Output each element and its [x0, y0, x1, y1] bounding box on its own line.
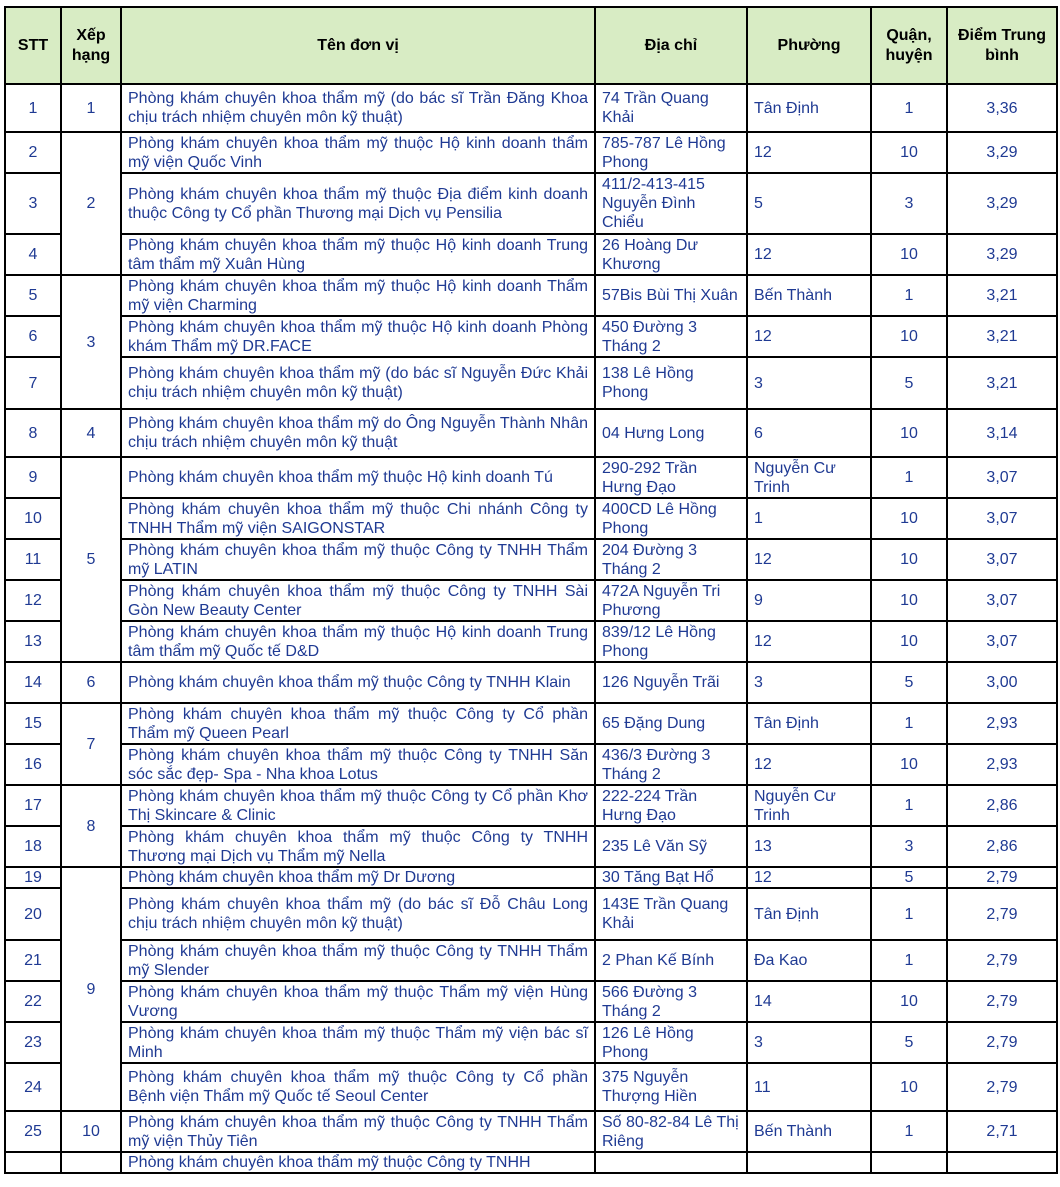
cell-rank: [61, 1152, 121, 1173]
cell-name: Phòng khám chuyên khoa thẩm mỹ thuộc Hộ kinh doanh Phòng khám Thẩm mỹ DR.FACE: [121, 316, 595, 357]
cell-address: 436/3 Đường 3 Tháng 2: [595, 744, 747, 785]
cell-ward: 12: [747, 539, 871, 580]
table-row: [5, 744, 1057, 785]
cell-name: Phòng khám chuyên khoa thẩm mỹ (do bác sĩ Nguyễn Đức Khải chịu trách nhiệm chuyên môn kỹ thuật): [121, 357, 595, 409]
cell-district: 10: [871, 316, 947, 357]
cell-name: Phòng khám chuyên khoa thẩm mỹ thuộc Hộ kinh doanh Thẩm mỹ viện Charming: [121, 275, 595, 316]
cell-rank: 10: [61, 1111, 121, 1152]
table-row: [5, 621, 1057, 662]
header-score: Điểm Trung bình: [947, 7, 1057, 84]
cell-ward: 12: [747, 744, 871, 785]
cell-stt: 24: [5, 1063, 61, 1111]
cell-stt: 21: [5, 940, 61, 981]
cell-address: 290-292 Trần Hưng Đạo: [595, 457, 747, 498]
cell-stt: 8: [5, 409, 61, 457]
cell-name: Phòng khám chuyên khoa thẩm mỹ thuộc Hộ kinh doanh Trung tâm thẩm mỹ Xuân Hùng: [121, 234, 595, 275]
cell-stt: 23: [5, 1022, 61, 1063]
ranking-table: [4, 6, 1058, 1174]
cell-score: 3,29: [947, 173, 1057, 234]
cell-district: 1: [871, 84, 947, 132]
cell-address: 222-224 Trần Hưng Đạo: [595, 785, 747, 826]
table-row: [5, 409, 1057, 457]
cell-rank: 4: [61, 409, 121, 457]
cell-score: 3,36: [947, 84, 1057, 132]
cell-address: 375 Nguyễn Thượng Hiền: [595, 1063, 747, 1111]
cell-ward: Tân Định: [747, 84, 871, 132]
cell-name: Phòng khám chuyên khoa thẩm mỹ thuộc Thẩm mỹ viện bác sĩ Minh: [121, 1022, 595, 1063]
cell-address: 204 Đường 3 Tháng 2: [595, 539, 747, 580]
cell-ward: 5: [747, 173, 871, 234]
header-address: Địa chỉ: [595, 7, 747, 84]
cell-name: Phòng khám chuyên khoa thẩm mỹ thuộc Thẩm mỹ viện Hùng Vương: [121, 981, 595, 1022]
cell-address: 566 Đường 3 Tháng 2: [595, 981, 747, 1022]
cell-rank: 5: [61, 457, 121, 662]
cell-district: 1: [871, 888, 947, 940]
cell-stt: 14: [5, 662, 61, 703]
cell-district: 1: [871, 785, 947, 826]
cell-ward: Tân Định: [747, 703, 871, 744]
cell-rank: 1: [61, 84, 121, 132]
cell-address: Số 80-82-84 Lê Thị Riêng: [595, 1111, 747, 1152]
cell-district: 10: [871, 744, 947, 785]
header-name: Tên đơn vị: [121, 7, 595, 84]
cell-ward: 14: [747, 981, 871, 1022]
cell-stt: 3: [5, 173, 61, 234]
cell-score: 3,07: [947, 539, 1057, 580]
cell-rank: 6: [61, 662, 121, 703]
cell-ward: 3: [747, 357, 871, 409]
cell-name: Phòng khám chuyên khoa thẩm mỹ thuộc Hộ kinh doanh thẩm mỹ viện Quốc Vinh: [121, 132, 595, 173]
cell-district: [871, 1152, 947, 1173]
cell-district: 5: [871, 662, 947, 703]
cell-stt: 10: [5, 498, 61, 539]
cell-rank: 3: [61, 275, 121, 409]
cell-stt: 7: [5, 357, 61, 409]
table-row: [5, 826, 1057, 867]
cell-district: 1: [871, 703, 947, 744]
cell-district: 5: [871, 1022, 947, 1063]
cell-ward: 3: [747, 662, 871, 703]
cell-score: 3,00: [947, 662, 1057, 703]
cell-stt: 18: [5, 826, 61, 867]
table-row: [5, 785, 1057, 826]
cell-address: 411/2-413-415 Nguyễn Đình Chiểu: [595, 173, 747, 234]
cell-ward: Bến Thành: [747, 275, 871, 316]
cell-score: 2,79: [947, 981, 1057, 1022]
table-row: [5, 457, 1057, 498]
cell-name: Phòng khám chuyên khoa thẩm mỹ thuộc Hộ kinh doanh Trung tâm thẩm mỹ Quốc tế D&D: [121, 621, 595, 662]
cell-score: 3,21: [947, 357, 1057, 409]
table-row: [5, 1063, 1057, 1111]
cell-address: 839/12 Lê Hồng Phong: [595, 621, 747, 662]
cell-score: 2,79: [947, 1063, 1057, 1111]
cell-score: 3,07: [947, 621, 1057, 662]
cell-stt: 13: [5, 621, 61, 662]
cell-district: 10: [871, 621, 947, 662]
cell-district: 3: [871, 173, 947, 234]
cell-score: 2,86: [947, 826, 1057, 867]
header-district: Quận, huyện: [871, 7, 947, 84]
cell-stt: 22: [5, 981, 61, 1022]
cell-ward: 13: [747, 826, 871, 867]
table-row: [5, 316, 1057, 357]
cell-address: 400CD Lê Hồng Phong: [595, 498, 747, 539]
cell-ward: 12: [747, 316, 871, 357]
cell-address: 65 Đặng Dung: [595, 703, 747, 744]
cell-score: 3,14: [947, 409, 1057, 457]
cell-name: Phòng khám chuyên khoa thẩm mỹ thuộc Công ty TNHH Sài Gòn New Beauty Center: [121, 580, 595, 621]
cell-name: Phòng khám chuyên khoa thẩm mỹ thuộc Công ty TNHH Thẩm mỹ LATIN: [121, 539, 595, 580]
cell-address: 04 Hưng Long: [595, 409, 747, 457]
cell-stt: 2: [5, 132, 61, 173]
table-row: [5, 662, 1057, 703]
cell-score: 2,79: [947, 1022, 1057, 1063]
cell-stt: [5, 1152, 61, 1173]
cell-ward: 1: [747, 498, 871, 539]
cell-district: 10: [871, 234, 947, 275]
table-row: [5, 173, 1057, 234]
header-row: [5, 7, 1057, 84]
cell-score: 2,79: [947, 888, 1057, 940]
cell-ward: 12: [747, 621, 871, 662]
table-row: [5, 498, 1057, 539]
table-row: [5, 234, 1057, 275]
cell-name: Phòng khám chuyên khoa thẩm mỹ thuộc Chi nhánh Công ty TNHH Thẩm mỹ viện SAIGONSTAR: [121, 498, 595, 539]
cell-score: 2,79: [947, 940, 1057, 981]
cell-district: 10: [871, 409, 947, 457]
table-row: [5, 357, 1057, 409]
cell-ward: Nguyễn Cư Trinh: [747, 785, 871, 826]
cell-stt: 15: [5, 703, 61, 744]
table-row: [5, 867, 1057, 888]
cell-name: Phòng khám chuyên khoa thẩm mỹ (do bác sĩ Đỗ Châu Long chịu trách nhiệm chuyên môn kỹ thuật): [121, 888, 595, 940]
cell-stt: 1: [5, 84, 61, 132]
table-row: [5, 1152, 1057, 1173]
cell-name: Phòng khám chuyên khoa thẩm mỹ thuộc Công ty TNHH Thẩm mỹ Slender: [121, 940, 595, 981]
cell-stt: 6: [5, 316, 61, 357]
cell-district: 10: [871, 580, 947, 621]
table-row: [5, 940, 1057, 981]
cell-district: 10: [871, 498, 947, 539]
cell-name: Phòng khám chuyên khoa thẩm mỹ thuộc Địa điểm kinh doanh thuộc Công ty Cổ phần Thương mại Dịch vụ Pensilia: [121, 173, 595, 234]
cell-rank: 8: [61, 785, 121, 867]
cell-address: 74 Trần Quang Khải: [595, 84, 747, 132]
header-stt: STT: [5, 7, 61, 84]
cell-address: 126 Nguyễn Trãi: [595, 662, 747, 703]
cell-rank: 9: [61, 867, 121, 1111]
cell-score: 3,07: [947, 498, 1057, 539]
cell-stt: 12: [5, 580, 61, 621]
cell-ward: 12: [747, 867, 871, 888]
cell-stt: 25: [5, 1111, 61, 1152]
cell-district: 5: [871, 357, 947, 409]
cell-stt: 16: [5, 744, 61, 785]
cell-address: 126 Lê Hồng Phong: [595, 1022, 747, 1063]
cell-ward: 3: [747, 1022, 871, 1063]
cell-address: 2 Phan Kế Bính: [595, 940, 747, 981]
cell-score: [947, 1152, 1057, 1173]
cell-address: 143E Trần Quang Khải: [595, 888, 747, 940]
cell-name: Phòng khám chuyên khoa thẩm mỹ thuộc Công ty TNHH Săn sóc sắc đẹp- Spa - Nha khoa Lotus: [121, 744, 595, 785]
cell-district: 10: [871, 981, 947, 1022]
table-row: [5, 888, 1057, 940]
cell-district: 1: [871, 457, 947, 498]
table-row: [5, 1022, 1057, 1063]
cell-score: 3,21: [947, 275, 1057, 316]
cell-name: Phòng khám chuyên khoa thẩm mỹ thuộc Công ty Cổ phần Thẩm mỹ Queen Pearl: [121, 703, 595, 744]
cell-score: 2,71: [947, 1111, 1057, 1152]
cell-stt: 20: [5, 888, 61, 940]
cell-name: Phòng khám chuyên khoa thẩm mỹ thuộc Công ty TNHH Thương mại Dịch vụ Thẩm mỹ Nella: [121, 826, 595, 867]
cell-score: 2,93: [947, 744, 1057, 785]
cell-ward: 12: [747, 234, 871, 275]
cell-address: [595, 1152, 747, 1173]
cell-district: 3: [871, 826, 947, 867]
cell-name: Phòng khám chuyên khoa thẩm mỹ thuộc Hộ kinh doanh Tú: [121, 457, 595, 498]
cell-name: Phòng khám chuyên khoa thẩm mỹ do Ông Nguyễn Thành Nhân chịu trách nhiệm chuyên môn kỹ thuật: [121, 409, 595, 457]
cell-ward: [747, 1152, 871, 1173]
cell-name: Phòng khám chuyên khoa thẩm mỹ (do bác sĩ Trần Đăng Khoa chịu trách nhiệm chuyên môn kỹ thuật): [121, 84, 595, 132]
cell-stt: 5: [5, 275, 61, 316]
cell-address: 26 Hoàng Dư Khương: [595, 234, 747, 275]
table-row: [5, 580, 1057, 621]
cell-score: 2,93: [947, 703, 1057, 744]
cell-address: 785-787 Lê Hồng Phong: [595, 132, 747, 173]
cell-score: 3,29: [947, 234, 1057, 275]
cell-district: 1: [871, 940, 947, 981]
cell-name: Phòng khám chuyên khoa thẩm mỹ thuộc Công ty Cổ phần Khơ Thị Skincare & Clinic: [121, 785, 595, 826]
cell-stt: 11: [5, 539, 61, 580]
cell-ward: Tân Định: [747, 888, 871, 940]
cell-ward: 6: [747, 409, 871, 457]
cell-score: 3,29: [947, 132, 1057, 173]
cell-address: 57Bis Bùi Thị Xuân: [595, 275, 747, 316]
cell-ward: Nguyễn Cư Trinh: [747, 457, 871, 498]
table-row: [5, 1111, 1057, 1152]
cell-district: 10: [871, 132, 947, 173]
header-rank: Xếp hạng: [61, 7, 121, 84]
header-ward: Phường: [747, 7, 871, 84]
cell-address: 235 Lê Văn Sỹ: [595, 826, 747, 867]
cell-name: Phòng khám chuyên khoa thẩm mỹ thuộc Công ty TNHH Thẩm mỹ viện Thủy Tiên: [121, 1111, 595, 1152]
cell-ward: 11: [747, 1063, 871, 1111]
cell-ward: 12: [747, 132, 871, 173]
cell-stt: 9: [5, 457, 61, 498]
cell-stt: 4: [5, 234, 61, 275]
cell-score: 3,07: [947, 457, 1057, 498]
cell-address: 472A Nguyễn Tri Phương: [595, 580, 747, 621]
cell-name: Phòng khám chuyên khoa thẩm mỹ thuộc Công ty TNHH: [121, 1152, 595, 1173]
cell-ward: Bến Thành: [747, 1111, 871, 1152]
cell-ward: Đa Kao: [747, 940, 871, 981]
cell-district: 10: [871, 1063, 947, 1111]
table-row: [5, 703, 1057, 744]
cell-rank: 2: [61, 132, 121, 275]
cell-district: 10: [871, 539, 947, 580]
cell-stt: 19: [5, 867, 61, 888]
cell-score: 2,79: [947, 867, 1057, 888]
cell-name: Phòng khám chuyên khoa thẩm mỹ Dr Dương: [121, 867, 595, 888]
cell-address: 138 Lê Hồng Phong: [595, 357, 747, 409]
cell-score: 3,07: [947, 580, 1057, 621]
cell-district: 1: [871, 275, 947, 316]
table-row: [5, 539, 1057, 580]
table-row: [5, 84, 1057, 132]
table-row: [5, 275, 1057, 316]
cell-name: Phòng khám chuyên khoa thẩm mỹ thuộc Công ty Cổ phần Bệnh viện Thẩm mỹ Quốc tế Seoul Center: [121, 1063, 595, 1111]
cell-score: 2,86: [947, 785, 1057, 826]
cell-stt: 17: [5, 785, 61, 826]
cell-district: 1: [871, 1111, 947, 1152]
cell-name: Phòng khám chuyên khoa thẩm mỹ thuộc Công ty TNHH Klain: [121, 662, 595, 703]
cell-score: 3,21: [947, 316, 1057, 357]
cell-address: 450 Đường 3 Tháng 2: [595, 316, 747, 357]
cell-address: 30 Tăng Bạt Hổ: [595, 867, 747, 888]
table-row: [5, 132, 1057, 173]
cell-rank: 7: [61, 703, 121, 785]
table-row: [5, 981, 1057, 1022]
cell-district: 5: [871, 867, 947, 888]
cell-ward: 9: [747, 580, 871, 621]
